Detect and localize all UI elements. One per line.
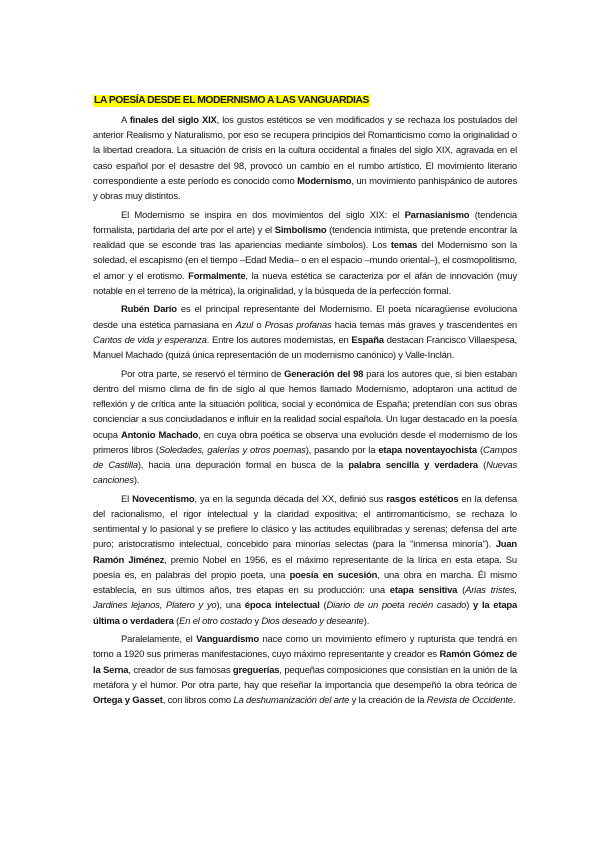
text-run: ), pasando por la	[305, 444, 379, 456]
bold-text: Rubén Darío	[121, 304, 177, 316]
text-run: , con libros como	[162, 695, 234, 707]
text-run: , un movimiento panhispánico de autores y obras muy distintos.	[93, 175, 517, 203]
paragraph	[93, 208, 517, 299]
bold-text: etapa noventayochista	[378, 444, 477, 456]
text-run: .	[512, 695, 516, 707]
text-run: (	[457, 585, 466, 597]
italic-text: Revista de Occidente	[426, 695, 513, 707]
text-run: destacan Francisco Villaespesa, Manuel Machado (quizá única representación de un modernismo canónico) y Valle-Inclán.	[93, 334, 517, 362]
bold-text: rasgos estéticos	[386, 493, 459, 505]
bold-text: Novecentismo	[132, 493, 195, 505]
text-run: A	[121, 115, 130, 126]
italic-text: Prosas profanas	[264, 319, 332, 331]
text-run: es el principal representante del Modernismo. El poeta nicaragüense evoluciona desde una estética parnasiana en	[93, 304, 518, 331]
bold-text: etapa sensitiva	[389, 585, 458, 597]
italic-text: Azul	[235, 319, 254, 331]
bold-text: Ramón Gómez de la Serna	[93, 649, 517, 676]
document-body	[93, 113, 517, 708]
text-run: , ya en la segunda década del XX, definió sus	[194, 493, 387, 505]
text-run: y la creación de la	[349, 695, 427, 707]
text-run: , la nueva estética se caracteriza por el afán de innovación (muy notable en el terreno de la métrica), la originalidad, y la búsqueda de la perfección formal.	[93, 270, 517, 297]
text-run: para los autores que, si bien estaban dentro del mismo clima de fin de siglo al que hemos llamado Modernismo, adoptaron una actitud de reflexión y de crítica ante la situación política, social y económica de España; pretendían con sus obras concienciar a sus conciudadanos e influir en la realidad social española. Un lugar destacado en la poesía ocupa	[93, 368, 517, 441]
document-title: LA POESÍA DESDE EL MODERNISMO A LAS VANGUARDIAS	[94, 95, 369, 106]
bold-text: Parnasianismo	[404, 209, 470, 221]
text-run: (	[476, 444, 483, 456]
bold-text: Vanguardismo	[196, 634, 259, 646]
text-run: y	[251, 615, 262, 627]
text-run: , una obra en marcha. Él mismo establecía, en sus últimos años, tres etapas en su producción: una	[93, 569, 517, 597]
text-run: (tendencia intimista, que pretende encontrar la realidad que se esconde tras las apariencias mediante símbolos). Los	[93, 224, 517, 252]
text-run: en la defensa del racionalismo, el rigor intelectual y la claridad expositiva; el antirromanticismo, se rechaza lo sentimental y lo pasional y se prefiere lo clásico y las actitudes equilibradas y serenas; defensa del arte puro; aristocratismo intelectual, concebido para minorías selectas (para la "inmensa minoría").	[93, 493, 517, 551]
text-run: ).	[133, 475, 140, 487]
text-run: (	[477, 459, 487, 471]
text-run: , los gustos estéticos se ven modificados y se rechaza los postulados del anterior Realismo y Naturalismo, por eso se recupera principios del Romanticismo como la originalidad o la libertad creadora. La situación de crisis en la cultura occidental a finales del siglo XIX, agravada en el caso español por el desastre del 98, provocó un cambio en el rumbo artístico. El movimiento literario correspondiente a este período es conocido como	[93, 115, 517, 187]
text-run: del Modernismo son la soledad, el escapismo (en el tiempo –Edad Media– o en el espacio –mundo oriental–), el cosmopolitismo, el amor y el erotismo.	[93, 240, 518, 282]
bold-text: temas	[390, 240, 418, 252]
paragraph	[93, 367, 517, 489]
italic-text: Cantos de vida y esperanza	[93, 334, 207, 346]
italic-text: Dios deseado y deseante	[261, 615, 364, 627]
italic-text: Diario de un poeta recién casado	[326, 600, 467, 612]
italic-text: Campos de Castilla	[93, 444, 517, 471]
bold-text: y la etapa última o verdadera	[93, 600, 518, 627]
text-run: ).	[363, 615, 370, 627]
text-run: El Modernismo se inspira en dos movimientos del siglo XIX: el	[121, 209, 405, 221]
text-run: o	[253, 319, 265, 331]
text-run: , pequeñas composiciones que consistían en la unión de la metáfora y el humor. Por otra parte, hay que reseñar la importancia que desempeñó la obra teórica de	[93, 664, 517, 691]
text-run: Paralelamente, el	[121, 634, 197, 646]
text-run: , premio Nobel en 1956, es el máximo representante de la lírica en esta etapa. Su poesía es, en palabras del propio poeta, una	[93, 554, 517, 581]
text-run: ), hacia una depuración formal en busca de la	[137, 459, 349, 471]
bold-text: greguerías	[232, 664, 280, 676]
italic-text: En el otro costado	[179, 615, 252, 627]
text-run: ), una	[216, 600, 245, 612]
text-run: . Entre los autores modernistas, en	[206, 334, 352, 346]
bold-text: Formalmente	[188, 270, 246, 282]
bold-text: palabra sencilla y verdadera	[348, 459, 478, 471]
bold-text: poesía en sucesión	[289, 569, 378, 581]
bold-text: España	[351, 334, 384, 346]
bold-text: finales del siglo XIX	[129, 115, 217, 126]
text-run: (tendencia formalista, partidaria del arte por el arte) y el	[93, 209, 517, 236]
bold-text: época intelectual	[244, 600, 320, 612]
paragraph	[93, 492, 517, 629]
bold-text: Generación del 98	[284, 368, 364, 380]
italic-text: Soledades, galerías y otros poemas	[158, 444, 306, 456]
bold-text: Juan Ramón Jiménez	[93, 539, 517, 566]
paragraph	[93, 302, 517, 363]
italic-text: La deshumanización del arte	[233, 695, 350, 707]
text-run: (	[319, 600, 327, 612]
italic-text: Nuevas canciones	[93, 459, 517, 487]
text-run: hacia temas más graves y trascendentes en	[331, 319, 517, 331]
text-run: nace como un movimiento efímero y rupturista que tendrá en torno a 1920 sus primeras manifestaciones, cuyo máximo representante y creador es	[93, 634, 518, 661]
text-run: )	[466, 600, 474, 612]
paragraph	[93, 113, 517, 204]
paragraph	[93, 632, 517, 708]
text-run: (	[173, 615, 180, 627]
text-run: El	[121, 493, 133, 505]
text-run: Por otra parte, se reservó el término de	[121, 368, 285, 380]
text-run: , creador de sus famosas	[128, 664, 233, 676]
bold-text: Ortega y Gasset	[93, 695, 163, 707]
italic-text: Arias tristes, Jardines lejanos, Platero y yo	[93, 585, 517, 612]
bold-text: Simbolismo	[274, 224, 327, 236]
bold-text: Modernismo	[297, 175, 352, 187]
text-run: , en cuya obra poética se observa una evolución desde el modernismo de los primeros libros (	[93, 429, 517, 456]
bold-text: Antonio Machado	[120, 429, 199, 441]
